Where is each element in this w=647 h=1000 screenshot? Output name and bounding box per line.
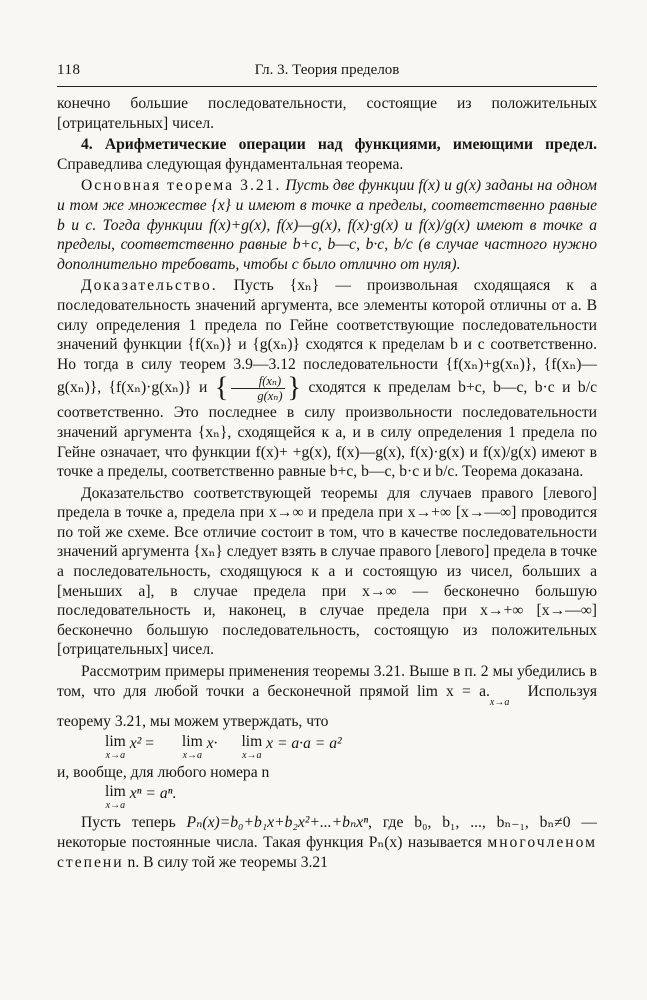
- theorem-statement: Пусть две функции f(x) и g(x) заданы на одном и том же множестве {x} и имеют в точке a пределы, соответственно равные b и c. Тогда функции f(x)+g(x), f(x)—g(x), f(x)·g(x) и f(x)/g(x) имеют в точке a пределы, соответственно равные b+c, b—c, b·c, b/c (в случае частного нужно дополнительно требовать, чтобы c было отлично от нуля).: [57, 177, 597, 273]
- fraction: $\frac{\text{f(xₙ)}}{\text{g(xₙ)}}$: [231, 374, 284, 403]
- proof-paragraph: Доказательство. Пусть {xₙ} — произвольная сходящаяся к a последовательность значений аргумента, все элементы которой отличны от a. В силу определения 1 предела по Гейне соответствующие последовательности значений функции {f(xₙ)} и {g(xₙ)} сходятся к пределам b и c соответственно. Но тогда в силу теорем 3.9—3.12 последовательности {f(xₙ)+g(xₙ)}, {f(xₙ)—g(xₙ)}, {f(xₙ)·g(xₙ)} и { $\frac{\text{f(xₙ)}}{\text{g(xₙ)}}$ } сходятся к пределам b+c, b—c, b·c и b/c соответственно. Это последнее в силу произвольности последовательности значений аргумента {xₙ}, сходящейся к a, и в силу определения 1 предела по Гейне означает, что функции f(x)+ +g(x), f(x)—g(x), f(x)·g(x) и f(x)/g(x) имеют в точке a пределы, соответственно равные b+c, b—c, b·c и b/c. Теорема доказана.: [57, 277, 597, 481]
- inline-limit-subscript: x→a: [489, 696, 510, 708]
- formula-limit-power: lim x→a xⁿ = aⁿ.: [105, 783, 177, 812]
- polynomial-formula: Pₙ(x)=b₀+b₁x+b₂x²+...+bₙxⁿ: [186, 814, 369, 832]
- page-number: 118: [57, 62, 81, 78]
- polynomial-term: многочленом степени: [57, 834, 597, 871]
- paragraph-general-n: и, вообще, для любого номера n: [57, 763, 270, 781]
- paragraph-polynomial: Пусть теперь Pₙ(x)=b₀+b₁x+b₂x²+...+bₙxⁿ, где b₀, b₁, ..., bₙ₋₁, bₙ≠0 — некоторые постоянные числа. Такая функция Pₙ(x) называется многочленом степени n. В силу той же теоремы 3.21: [57, 814, 597, 871]
- section-heading-paragraph: 4. Арифметические операции над функциями, имеющими предел. Справедлива следующая фундаментальная теорема.: [57, 136, 597, 173]
- paragraph-examples: Рассмотрим примеры применения теоремы 3.21. Выше в п. 2 мы убедились в том, что для любой точки a бесконечной прямой lim x = a.x→a Используя теорему 3.21, мы можем утверждать, что: [57, 663, 597, 731]
- section-heading: 4. Арифметические операции над функциями, имеющими предел.: [81, 136, 597, 154]
- running-title: Гл. 3. Теория пределов: [254, 62, 400, 78]
- proof-title: Доказательство.: [81, 277, 218, 295]
- paragraph-continuation: конечно большие последовательности, состоящие из положительных [отрицательных] чисел.: [57, 95, 597, 132]
- right-brace: }: [287, 372, 301, 404]
- theorem-title: Основная теорема 3.21.: [81, 177, 282, 195]
- formula-limit-square: lim x→a x² = lim x→a x· lim x→a x = a·a = a²: [105, 732, 342, 761]
- left-brace: {: [214, 372, 229, 404]
- paragraph-one-sided-limits: Доказательство соответствующей теоремы для случаев правого [левого] предела в точке a, предела при x→∞ и предела при x→+∞ [x→—∞] проводится по той же схеме. Все отличие состоит в том, что в качестве последовательности значений аргумента {xₙ} следует взять в случае правого [левого] предела в точке a последовательность, сходящуюся к a и состоящую из чисел, больших a [меньших a], в случае предела при x→∞ — бесконечно большую последовательность и, наконец, в случае предела при x→+∞ [x→—∞] бесконечно большую последовательность, состоящую из положительных [отрицательных] чисел.: [57, 484, 597, 659]
- body-text: [57, 94, 597, 872]
- page-header: [57, 60, 597, 80]
- theorem-paragraph: [57, 176, 597, 274]
- header-rule: [57, 86, 597, 87]
